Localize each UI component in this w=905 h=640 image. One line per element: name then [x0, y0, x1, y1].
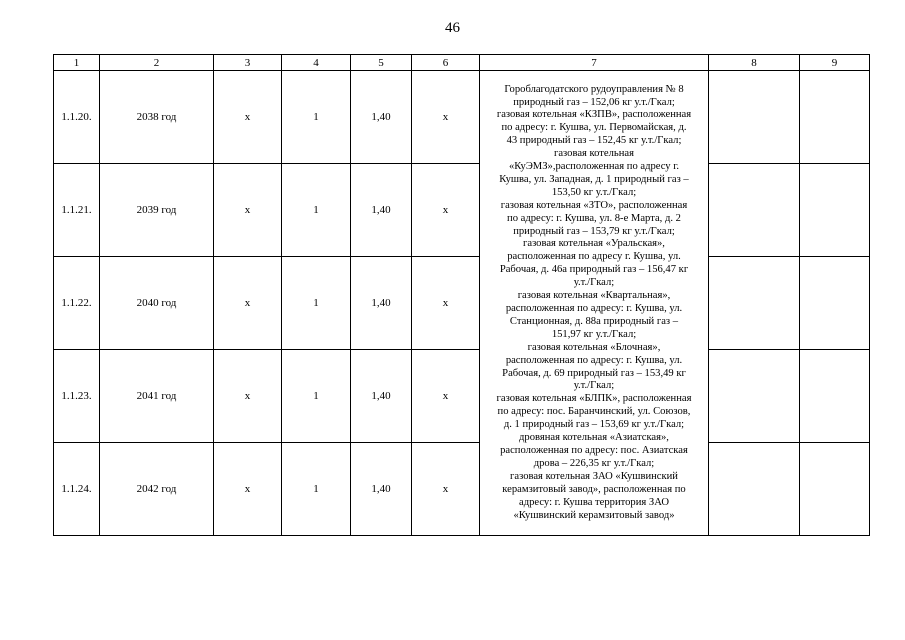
header-row: [54, 55, 870, 71]
table-cell: х: [214, 164, 282, 257]
description-line: Кушва, ул. Западная, д. 1 природный газ –: [499, 173, 689, 185]
year-cell: 2039 год: [100, 164, 214, 257]
description-line: по адресу: г. Кушва, ул. 8-е Марта, д. 2: [507, 212, 681, 224]
description-line: газовая котельная: [553, 148, 634, 160]
description-line: Станционная, д. 88а природный газ –: [509, 315, 679, 327]
description-line: адресу: г. Кушва территория ЗАО: [519, 496, 669, 508]
row-number-cell: 1.1.22.: [54, 257, 100, 350]
table-cell: [800, 443, 870, 536]
description-line: Рабочая, д. 69 природный газ – 153,49 кг: [502, 367, 686, 379]
table-cell: 1,40: [351, 350, 412, 443]
table-cell: х: [214, 71, 282, 164]
column-header: 4: [282, 55, 351, 71]
description-line: природный газ – 152,06 кг у.т./Гкал;: [513, 96, 675, 108]
column-header: 9: [800, 55, 870, 71]
table-cell: 1: [282, 350, 351, 443]
description-line: 151,97 кг у.т./Гкал;: [551, 328, 637, 340]
table-cell: [709, 350, 800, 443]
description-line: 43 природный газ – 152,45 кг у.т./Гкал;: [506, 135, 682, 147]
description-line: расположенная по адресу: г. Кушва, ул.: [505, 354, 683, 366]
year-cell: 2042 год: [100, 443, 214, 536]
description-line: природный газ – 153,79 кг у.т./Гкал;: [513, 225, 675, 237]
description-line: по адресу: г. Кушва, ул. Первомайская, д.: [501, 122, 687, 134]
table-cell: х: [214, 443, 282, 536]
description-line: д. 1 природный газ – 153,69 кг у.т./Гкал;: [503, 419, 685, 431]
description-line: Гороблагодатского рудоуправления № 8: [504, 83, 684, 95]
description-line: газовая котельная «ЗТО», расположенная: [500, 199, 688, 211]
column-header: 8: [709, 55, 800, 71]
description-line: расположенная по адресу г. Кушва, ул.: [507, 251, 681, 263]
table-cell: 1: [282, 71, 351, 164]
column-header: 3: [214, 55, 282, 71]
description-cell: [480, 71, 709, 536]
description-line: «КуЭМЗ»,расположенная по адресу г.: [508, 161, 680, 173]
table-cell: [800, 164, 870, 257]
description-line: газовая котельная «БЛПК», расположенная: [496, 393, 692, 405]
table-cell: 1: [282, 443, 351, 536]
table-row: [54, 164, 870, 257]
table-cell: х: [412, 164, 480, 257]
data-table: [53, 54, 870, 536]
row-number-cell: 1.1.21.: [54, 164, 100, 257]
row-number-cell: 1.1.24.: [54, 443, 100, 536]
table-row: [54, 257, 870, 350]
table-cell: х: [412, 350, 480, 443]
description-line: газовая котельная «КЗПВ», расположенная: [496, 109, 692, 121]
table-cell: 1,40: [351, 257, 412, 350]
column-header: 2: [100, 55, 214, 71]
table-cell: [709, 443, 800, 536]
table-row: [54, 443, 870, 536]
description-line: дрова – 226,35 кг у.т./Гкал;: [533, 457, 655, 469]
table-cell: 1,40: [351, 71, 412, 164]
description-line: керамзитовый завод», расположенная по: [502, 483, 686, 495]
table-cell: [709, 71, 800, 164]
description-line: 153,50 кг у.т./Гкал;: [551, 186, 637, 198]
description-line: дровяная котельная «Азиатская»,: [519, 432, 669, 444]
description-line: у.т./Гкал;: [573, 380, 615, 392]
description-line: газовая котельная «Квартальная»,: [517, 290, 671, 302]
table-cell: [709, 257, 800, 350]
table-cell: х: [214, 350, 282, 443]
table-cell: [800, 350, 870, 443]
table-row: [54, 71, 870, 164]
table-cell: х: [214, 257, 282, 350]
description-line: газовая котельная «Блочная»,: [527, 341, 661, 353]
year-cell: 2041 год: [100, 350, 214, 443]
page-number: 46: [445, 20, 460, 36]
row-number-cell: 1.1.23.: [54, 350, 100, 443]
year-cell: 2038 год: [100, 71, 214, 164]
column-header: 1: [54, 55, 100, 71]
description-line: расположенная по адресу: пос. Азиатская: [500, 444, 688, 456]
table-cell: [709, 164, 800, 257]
description-line: у.т./Гкал;: [573, 277, 615, 289]
table-row: [54, 350, 870, 443]
table-cell: 1: [282, 164, 351, 257]
table-cell: х: [412, 443, 480, 536]
column-header: 6: [412, 55, 480, 71]
description-line: «Кушвинский керамзитовый завод»: [513, 509, 675, 521]
column-header: 7: [480, 55, 709, 71]
description-line: Рабочая, д. 46а природный газ – 156,47 кг: [499, 264, 689, 276]
description-line: газовая котельная «Уральская»,: [523, 238, 665, 250]
table-cell: 1,40: [351, 443, 412, 536]
table-cell: [800, 257, 870, 350]
table-cell: [800, 71, 870, 164]
table-cell: х: [412, 71, 480, 164]
table-cell: 1,40: [351, 164, 412, 257]
year-cell: 2040 год: [100, 257, 214, 350]
description-line: газовая котельная ЗАО «Кушвинский: [510, 470, 678, 482]
description-line: расположенная по адресу: г. Кушва, ул.: [505, 303, 683, 314]
description-line: по адресу: пос. Баранчинский, ул. Союзов,: [497, 406, 691, 418]
table-cell: х: [412, 257, 480, 350]
row-number-cell: 1.1.20.: [54, 71, 100, 164]
table-cell: 1: [282, 257, 351, 350]
column-header: 5: [351, 55, 412, 71]
